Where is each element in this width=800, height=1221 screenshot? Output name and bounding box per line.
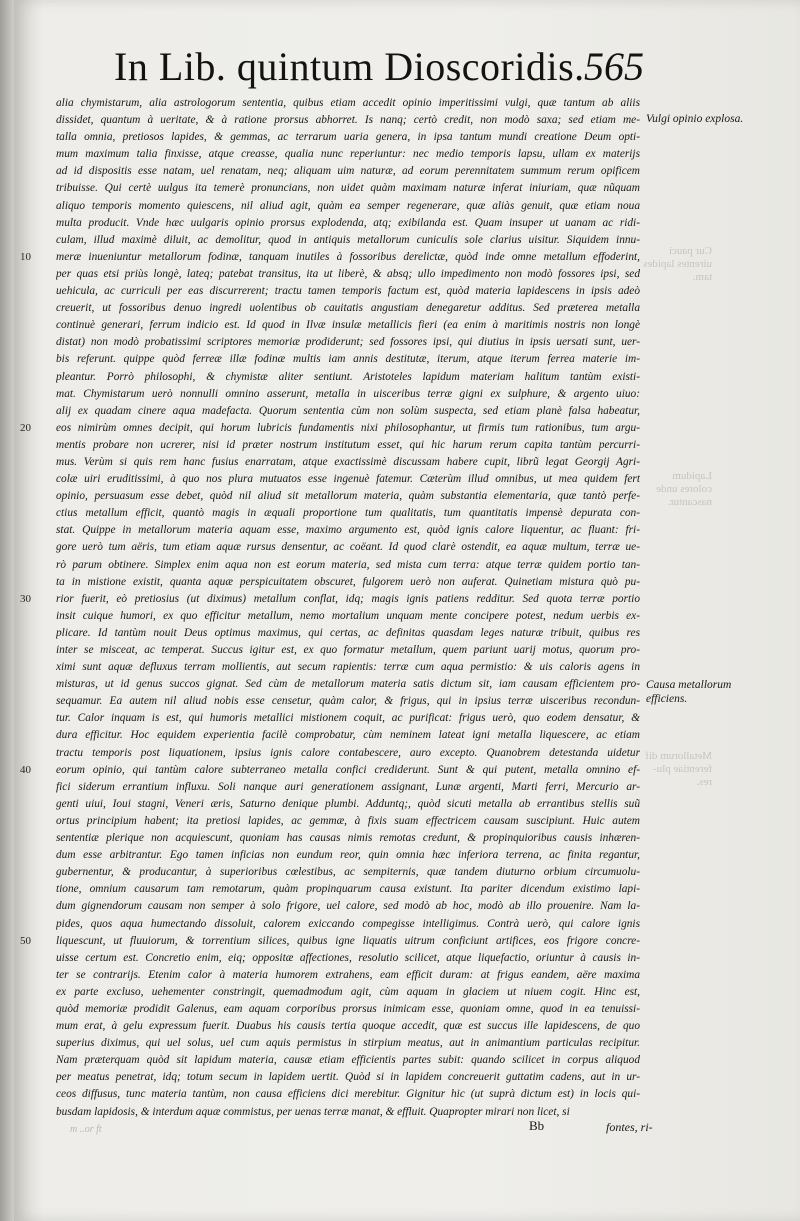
text-line: mus. Verùm si quis rem hanc fusius enarratam, atque exactissimè discussam habere cupit, librũ legat Georgij Agri- [56, 455, 640, 468]
text-line: mat. Chymistarum uerò nonnulli omnino asserunt, metalla in uisceribus terræ gigni ex sulphure, & argento uiuo: [56, 387, 640, 400]
bleed-through-note: Metallorum dif ferentiae plu- res. [645, 750, 712, 788]
text-line: alia chymistarum, alia astrologorum sententia, quibus etiam accedit opinio imperitissimi vulgi, quæ tantum ab aliis [56, 97, 640, 109]
text-line: ortus principium habent; ita pretiosi lapides, ac gemmæ, à fixis suam effectricem causam suscipiunt. Huic autem [56, 814, 640, 827]
text-line: plicare. Id tantùm nouit Deus optimus maximus, qui certas, ac definitas quasdam leges naturæ tribuit, quibus res [56, 626, 640, 639]
margin-note-causa: Causa metallorum efficiens. [646, 679, 732, 705]
text-line: colæ uiri eruditissimi, à quo nos plura mutuatos esse ingenuè fatemur. Cæterùm illud omnibus, ut mea quidem fert [56, 473, 640, 486]
text-line: tione, omnium causarum tam remotarum, quàm propinquarum causa existunt. Ita pariter dicendum existimo lapi- [56, 883, 640, 896]
text-line: tribuisse. Qui certè uulgus ita temerè pronuncians, non uidet quàm maximam naturæ inferat iniuriam, quæ nũquam [56, 182, 640, 195]
text-line: superius diximus, qui uel solus, uel cum aquis permistus in stirpium meatus, aut in animantium particulas recipitur. [56, 1037, 640, 1050]
text-line: dum esse arbitrantur. Ego tamen inficias non eundum reor, quin omnia hæc inferiora terrena, ac finita regantur, [56, 849, 640, 862]
text-line: tur. Calor inquam is est, qui humoris metallici mistionem coquit, ac purificat: frigus uerò, quo eodem densatur, & [56, 712, 640, 725]
binding-gutter [0, 0, 14, 1221]
text-line: creuerit, ut fossoribus denuo ingredi uolentibus ob cauitatis angustiam denegaretur additus. Sed præterea metalla [56, 302, 640, 315]
text-line: rior fuerit, eò pretiosius (ut diximus) metallum conflat, idq; magis ignis patiens redditur. Sed quota terræ portio [56, 592, 640, 605]
text-line: opinio, persuasum esse debet, quòd nil aliud sit metallorum materia, quàm substantia elementaria, quæ tantò perfe- [56, 490, 640, 503]
text-line: fici siderum errantium influxu. Soli nanque auri generationem assignant, Lunæ argenti, Marti ferri, Mercurio ar- [56, 780, 640, 793]
text-line: meræ inueniuntur metallorum fodinæ, tanquam inutiles à fossoribus derelictæ, quòd inde omne metallum effoderint, [56, 250, 640, 263]
text-line: pides, quos aqua humectando dissoluit, calorem exiccando compegisse intelligimus. Contrà uerò, qui calore ignis [56, 917, 640, 930]
text-line: multa producit. Vnde hæc uulgaris opinio prorsus explodenda, atq; exibilanda est. Quam insuper ut uanam ac ridi- [56, 216, 640, 229]
text-line: Nam præterquam quòd sit lapidum materia, causæ etiam efficientis partes subit: quando scilicet in corpus aliquod [56, 1054, 640, 1067]
text-line: ctius metallum efficit, quantò magis in æquali proportione tum qualitatis, tum quantitatis impensè depurata con- [56, 507, 640, 520]
text-line: ceos diffusus, tunc materia tantùm, non causa efficiens dici merebitur. Gignitur hic (ut suprà dictum est) in locis qui- [56, 1088, 640, 1101]
text-line: ta in mistione existit, quanta aquæ perspicuitatem obscuret, fulgorem uerò non auferat. Quinetiam mistura quò pu- [56, 575, 640, 588]
page-header [114, 44, 644, 90]
faint-bottom-mark: m ..or ft [70, 1124, 102, 1135]
text-line: gubernentur, & producantur, à superioribus cœlestibus, ac sempiternis, quæ tandem diuturno orbium circumuolu- [56, 866, 640, 879]
text-line: stat. Quippe in metallorum materia aquam esse, maximo argumento est, quòd ignis calore liquentur, ac fluant: fri- [56, 524, 640, 537]
text-line: per quas etsi priùs longè, lateq; patebat transitus, ita ut liberè, & absq; ullo impedimento non modò fossores ipsi, sed [56, 267, 640, 280]
book-page [14, 0, 800, 1221]
text-line: talla omnia, pretiosos lapides, & gemmas, ac terrarum uaria genera, in ipsa tantum mundi creatione Deum opti- [56, 131, 640, 144]
text-line: ad id dispositis esse natam, uel renatam, neq; aliquam uim naturæ, ad eorum perennitatem summum rerum opificem [56, 165, 640, 178]
text-line: eorum opinio, qui tantùm calore subterraneo metalla confici crediderunt. Sunt & qui putent, metalla omnino ef- [56, 763, 640, 776]
catchword: fontes, ri- [606, 1120, 653, 1134]
text-line: busdam lapidosis, & interdum aquæ commistus, per uenas terræ manat, & effluit. Quapropter mirari non licet, si [56, 1105, 570, 1118]
bleed-through-note: Cur pauci uirentes lapides tam. [643, 245, 712, 283]
text-line: continuè generari, ferrum indicio est. Id quod in Ilvæ insulæ metallicis fieri (ea enim à maritimis nostris non longè [56, 319, 640, 332]
signature-mark: Bb [529, 1118, 545, 1133]
line-number: 30 [20, 593, 31, 605]
text-line: sequamur. Ea autem nil aliud nobis esse censetur, quàm calor, & frigus, qui in ipsius terræ uisceribus recondun- [56, 695, 640, 708]
text-line: inter se misceat, ac temperat. Succus igitur est, ex quo formatur metallum, quem pariunt uarij motus, quorum pro- [56, 644, 640, 656]
text-line: bis referunt. quippe quòd ferreæ illæ fodinæ multis iam annis destitutæ, iterum, atque iterum ferrea materie im- [56, 353, 640, 366]
margin-note-vulgi: Vulgi opinio explosa. [646, 113, 744, 125]
text-line: uehicula, ac curriculi per eas discurrerent; tractu tamen temporis factum est, quòd materia lapidescens in ipsis adeò [56, 285, 640, 298]
page-number: 565 [584, 44, 644, 89]
text-line: uisse certum est. Concretio enim, eiq; oppositæ affectiones, resolutio scilicet, atque liquefactio, oriuntur à causis in- [56, 951, 640, 964]
text-line: distat) non modò probatissimi scriptores memoriæ prodiderunt; sed fossores ipsi, qui diutius in ipsis uersati sunt, uer- [56, 336, 640, 349]
line-number: 40 [20, 764, 31, 776]
text-line: ximi sunt aquæ defluxus terram mollientis, aut secum rapientis: terræ cum aqua permistio: & uis caloris agens in [56, 661, 640, 674]
running-title: In Lib. quintum Dioscoridis. [114, 44, 585, 89]
text-line: misturas, ut id genus succos gignat. Sed cùm de metallorum materia satis dictum sit, iam causam efficientem pro- [56, 678, 640, 691]
text-line: insit cuique humori, ex quo efficitur metallum, nemo mortalium unquam mente concipere potest, nedum uerbis ex- [56, 609, 640, 622]
text-line: eos nimirùm omnes decipit, qui horum lubricis fundamentis nixi philosophantur, ut firmis tum rationibus, tum argu- [56, 421, 640, 434]
text-line: ex parte excluso, uehementer constringit, quemadmodum agit, cùm aquam in glaciem ut niuem cogit. Hinc est, [56, 985, 640, 998]
bleed-through-note: Lapidum colores unde nascantur. [656, 470, 712, 508]
main-text-block [56, 95, 640, 1121]
text-line: tractu temporis post liquationem, ipsius ignis calore contabescere, auro excepto. Quanobrem detestanda uidetur [56, 746, 640, 759]
text-line: dum gignendorum causam non semper à solo frigore, uel calore, sed modò ab hoc, modò ab illo prouenire. Nam la- [56, 900, 640, 913]
line-number: 20 [20, 422, 31, 434]
text-line: rò parum obtinere. Simplex enim aqua non est eorum materia, sed mista cum terra: atque terræ quidem portio tan- [56, 558, 640, 571]
text-line: sententiæ plerique non acquiescunt, quoniam has causas nimis remotas credunt, & propinquioribus causis inhæren- [56, 832, 640, 845]
text-line: dissidet, quantum à ueritate, & à ratione prorsus abhorret. Is nanq; certò credit, non modò saxa; sed etiam me- [56, 114, 640, 127]
text-line: dura efficitur. Hoc equidem experientia facilè comprobatur, cùm neminem lateat igni metalla liquescere, ac etiam [56, 729, 640, 742]
text-line: aliquo temporis momento quiescens, nil aliud agit, quàm ea semper regenerare, quæ aliàs genuit, quæ etiam noua [56, 199, 640, 212]
text-line: mentis probare non ucrerer, nisi id præter nostrum institutum esset, qui hic harum rerum capita tantùm percurri- [56, 438, 640, 451]
line-number: 50 [20, 935, 31, 947]
text-line: per meatus penetrat, idq; totum secum in lapidem uertit. Quòd si in lapidem concreuerit guttatim cadens, aut in ur- [56, 1071, 640, 1084]
text-line: genti uiui, Ioui stagni, Veneri æris, Saturno denique plumbi. Adduntq;, quòd sicuti metalla ab errantibus stellis suũ [56, 797, 640, 810]
text-line: mum erat, à gelu expressum fuerit. Duabus his causis tertia quoque accedit, quæ est succus ille lapidescens, de quo [56, 1020, 640, 1033]
text-line: ter se contrarijs. Etenim calor à materia humorem extrahens, eam efficit duram: at frigus eandem, aëre maxima [56, 968, 640, 981]
text-line: liquescunt, ut fluuiorum, & torrentium silices, quibus igne liquatis uitrum conficiunt artifices, eos frigore concre- [56, 934, 640, 947]
line-number: 10 [20, 251, 31, 263]
text-line: alij ex quadam cinere aqua madefacta. Quorum sententia cùm non solùm suspecta, sed etiam planè falsa habeatur, [56, 404, 640, 417]
text-line: mum maximum talia finxisse, atque creasse, qualia nunc reperiuntur: nec medio temporis lapsu, ullam ex materijs [56, 148, 640, 161]
text-line: gore uerò tum aëris, tum etiam aquæ rursus densentur, ac coëant. Id quod clarè ostendit, ea aquæ multum, terræ ue- [56, 541, 640, 554]
text-line: quòd memoriæ prodidit Galenus, eam aquam corporibus prorsus inimicam esse, quoniam omne, quod in ea tenuissi- [56, 1002, 640, 1015]
text-line: culam, illud maximè diluit, ac demolitur, quod in antiquis metallorum cuniculis sole clarius uisitur. Siquidem innu- [56, 233, 640, 246]
text-line: pleantur. Porrò philosophi, & chymistæ aliter sentiunt. Aristoteles lapidum materiam halitum tantùm existi- [56, 370, 640, 383]
